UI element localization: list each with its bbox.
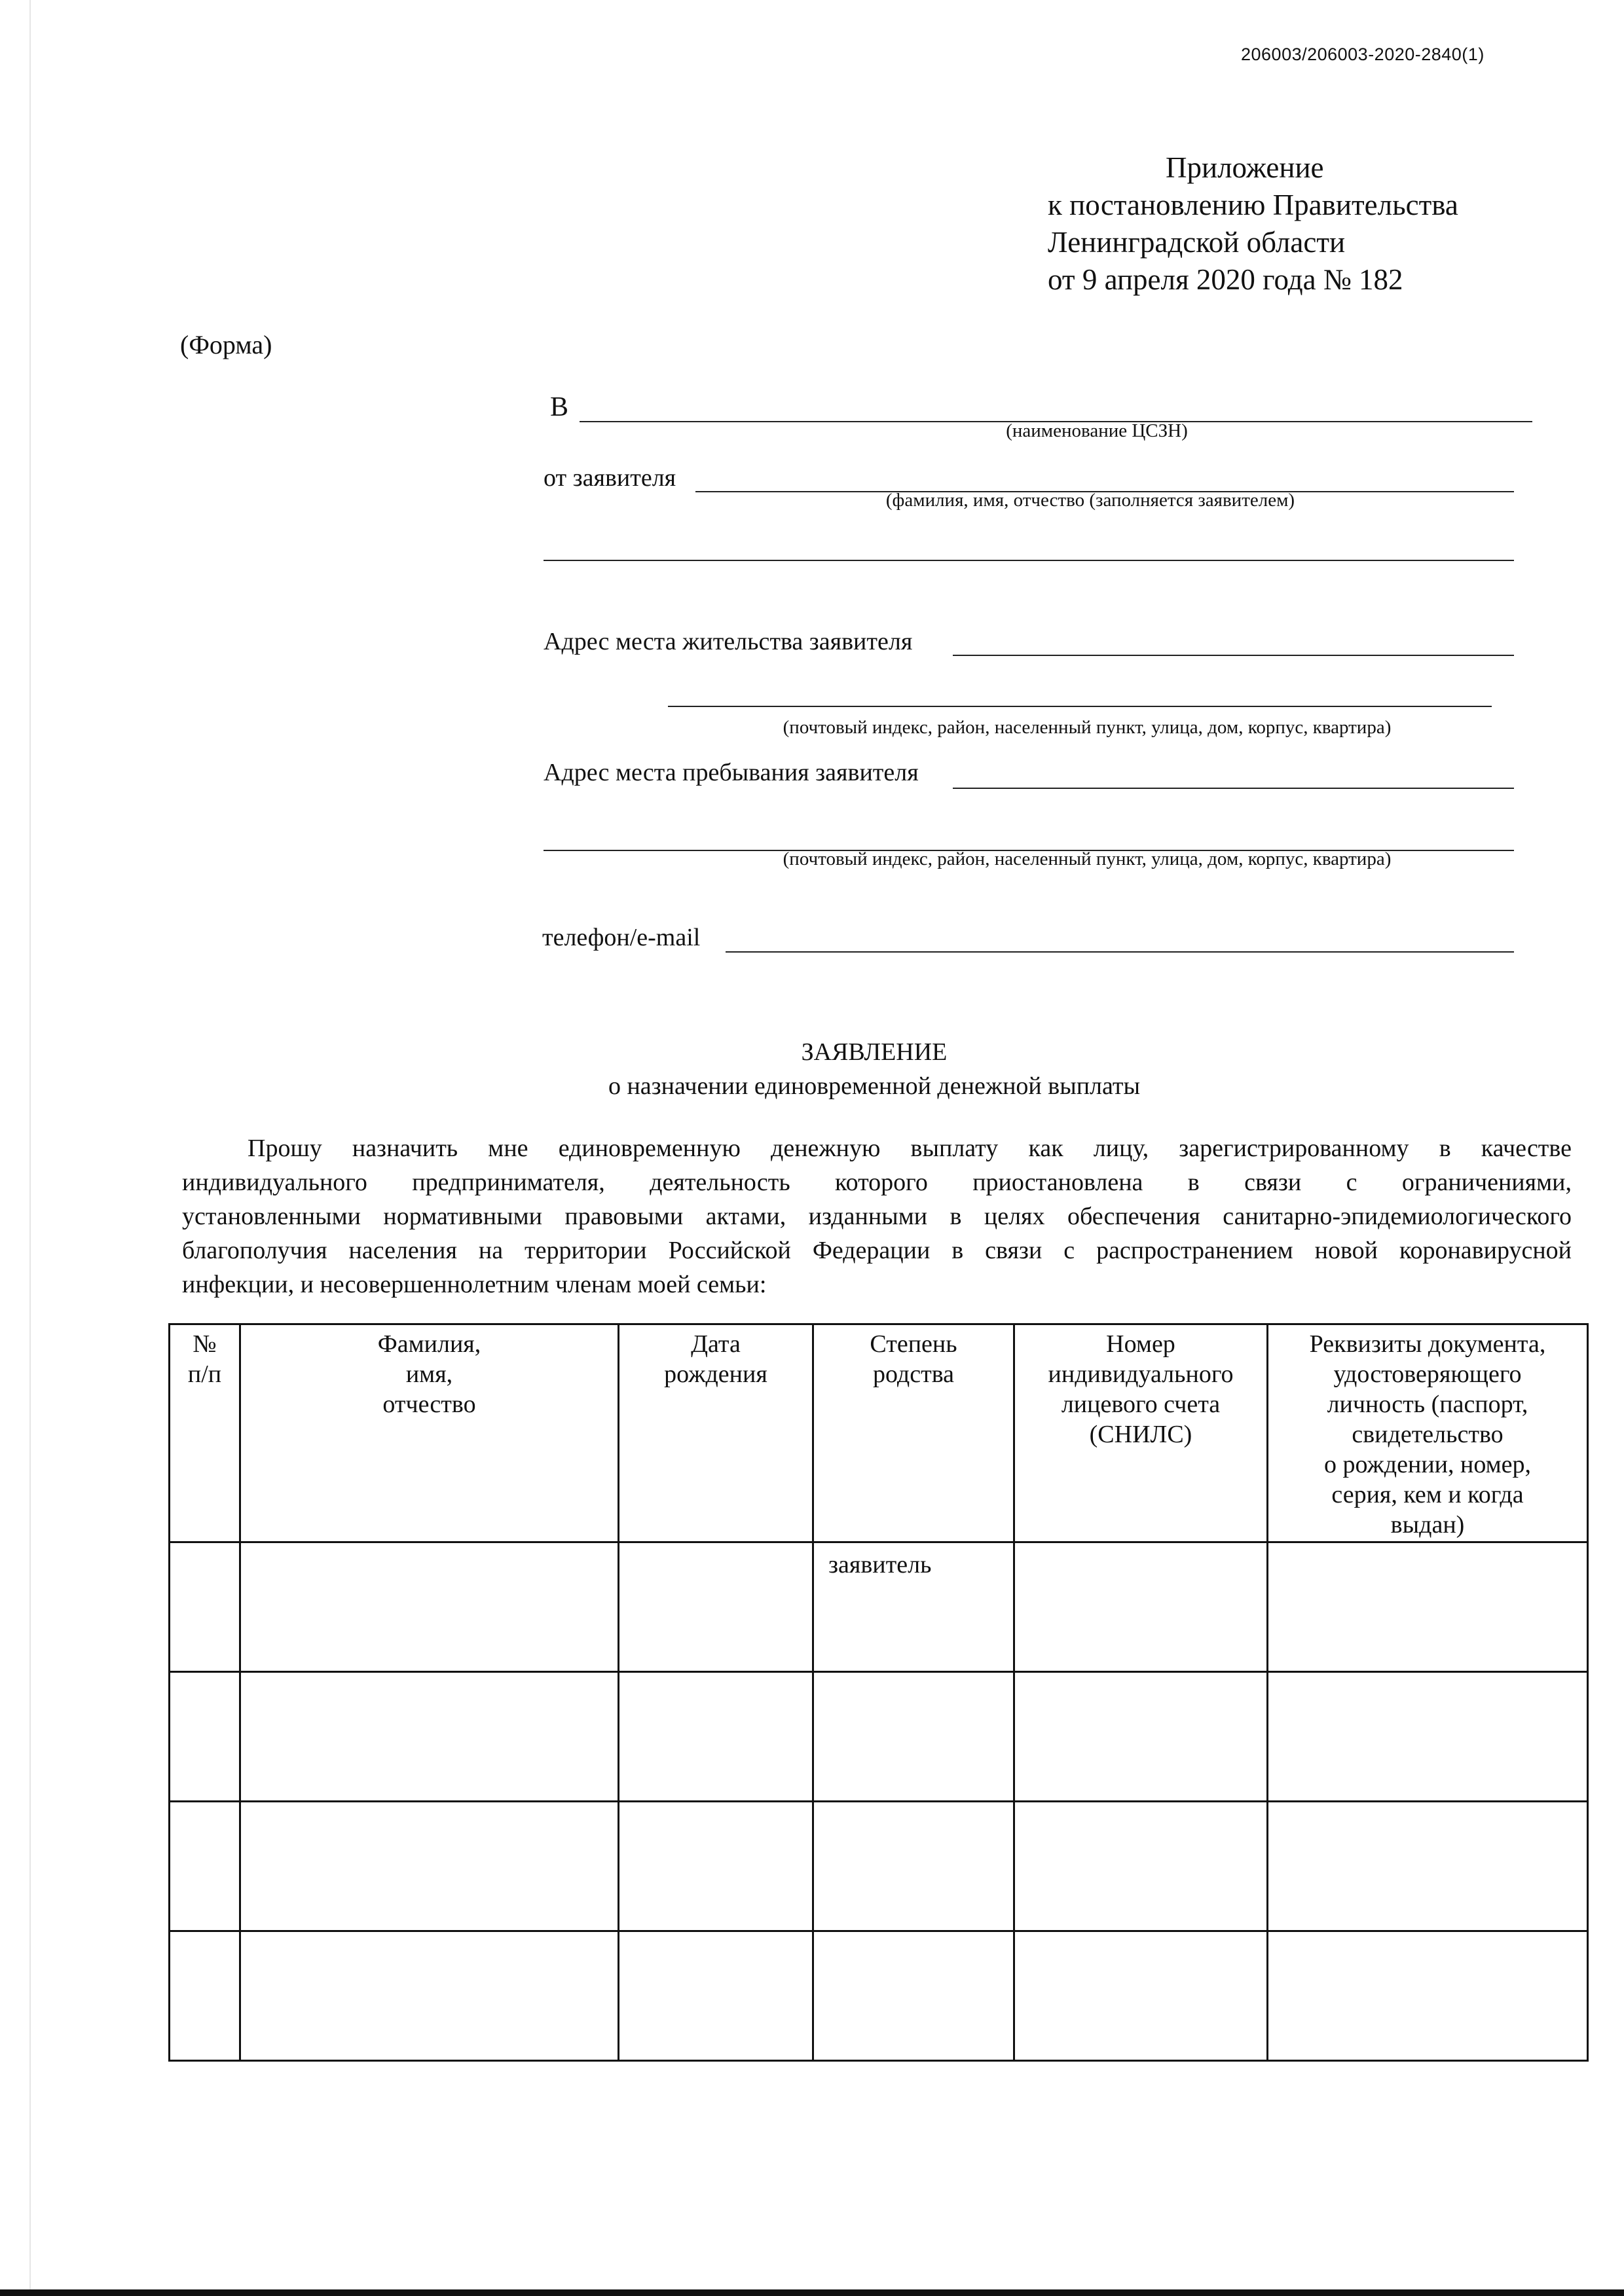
cell-relation[interactable] — [813, 1931, 1014, 2061]
appendix-block — [1048, 149, 1458, 299]
residence-label: Адрес места жительства заявителя — [544, 628, 913, 655]
from-field-line-2[interactable] — [544, 560, 1514, 561]
cell-number[interactable] — [170, 1672, 240, 1802]
to-label: В — [550, 392, 569, 422]
header-id-document: Реквизиты документа, удостоверяющего личность (паспорт, свидетельство о рождении, номер, серия, кем и когда выдан) — [1268, 1324, 1588, 1542]
header-birth-date: Дата рождения — [619, 1324, 813, 1542]
cell-number[interactable] — [170, 1802, 240, 1931]
cell-id-document[interactable] — [1268, 1672, 1588, 1802]
residence-field-hint: (почтовый индекс, район, населенный пункт, улица, дом, корпус, квартира) — [783, 717, 1392, 738]
header-full-name: Фамилия, имя, отчество — [240, 1324, 619, 1542]
to-field-hint: (наименование ЦСЗН) — [1006, 420, 1188, 441]
residence-field-line[interactable] — [953, 655, 1514, 656]
family-members-table — [168, 1323, 1589, 2062]
cell-relation[interactable]: заявитель — [813, 1542, 1014, 1672]
stay-field-hint: (почтовый индекс, район, населенный пункт, улица, дом, корпус, квартира) — [783, 848, 1392, 869]
cell-id-document[interactable] — [1268, 1931, 1588, 2061]
form-label: (Форма) — [180, 330, 272, 359]
statement-line-3: установленными нормативными правовыми актами, изданными в целях обеспечения санитарно-эпидемиологического — [182, 1203, 1572, 1230]
residence-field-line-2[interactable] — [668, 706, 1492, 707]
stay-label: Адрес места пребывания заявителя — [544, 759, 919, 786]
document-id: 206003/206003-2020-2840(1) — [1241, 45, 1485, 64]
cell-birth-date[interactable] — [619, 1672, 813, 1802]
cell-full-name[interactable] — [240, 1802, 619, 1931]
cell-number[interactable] — [170, 1931, 240, 2061]
statement-body — [182, 1131, 1572, 1302]
table-row — [170, 1672, 1588, 1802]
appendix-line-4: от 9 апреля 2020 года № 182 — [1048, 263, 1403, 296]
cell-relation[interactable] — [813, 1802, 1014, 1931]
from-label: от заявителя — [544, 464, 676, 492]
statement-title: ЗАЯВЛЕНИЕ — [801, 1038, 948, 1066]
cell-birth-date[interactable] — [619, 1931, 813, 2061]
statement-line-1: Прошу назначить мне единовременную денежную выплату как лицу, зарегистрированному в качестве — [248, 1135, 1572, 1162]
contact-label: телефон/e-mail — [542, 924, 701, 951]
cell-number[interactable] — [170, 1542, 240, 1672]
table-row — [170, 1542, 1588, 1672]
table-header-row — [170, 1324, 1588, 1542]
cell-snils[interactable] — [1014, 1802, 1268, 1931]
appendix-line-2: к постановлению Правительства — [1048, 189, 1458, 221]
cell-snils[interactable] — [1014, 1931, 1268, 2061]
statement-subtitle: о назначении единовременной денежной выплаты — [608, 1072, 1141, 1100]
header-number: № п/п — [170, 1324, 240, 1542]
cell-snils[interactable] — [1014, 1542, 1268, 1672]
appendix-line-3: Ленинградской области — [1048, 226, 1346, 259]
appendix-line-1: Приложение — [1166, 151, 1324, 184]
cell-full-name[interactable] — [240, 1672, 619, 1802]
cell-snils[interactable] — [1014, 1672, 1268, 1802]
table-row — [170, 1802, 1588, 1931]
scan-margin-shadow — [29, 0, 31, 2296]
cell-relation[interactable] — [813, 1672, 1014, 1802]
cell-full-name[interactable] — [240, 1931, 619, 2061]
header-relation: Степень родства — [813, 1324, 1014, 1542]
stay-field-line[interactable] — [953, 788, 1514, 789]
table-row — [170, 1931, 1588, 2061]
cell-id-document[interactable] — [1268, 1542, 1588, 1672]
cell-birth-date[interactable] — [619, 1802, 813, 1931]
cell-full-name[interactable] — [240, 1542, 619, 1672]
cell-birth-date[interactable] — [619, 1542, 813, 1672]
contact-field-line[interactable] — [726, 951, 1514, 953]
scan-bottom-edge — [0, 2289, 1624, 2296]
statement-line-2: индивидуального предпринимателя, деятельность которого приостановлена в связи с ограничениями, — [182, 1169, 1572, 1196]
statement-line-5: инфекции, и несовершеннолетним членам моей семьи: — [182, 1271, 767, 1298]
from-field-hint: (фамилия, имя, отчество (заполняется заявителем) — [885, 490, 1295, 511]
header-snils: Номер индивидуального лицевого счета (СНИЛС) — [1014, 1324, 1268, 1542]
statement-line-4: благополучия населения на территории Российской Федерации в связи с распространением новой коронавирусной — [182, 1237, 1572, 1264]
cell-id-document[interactable] — [1268, 1802, 1588, 1931]
